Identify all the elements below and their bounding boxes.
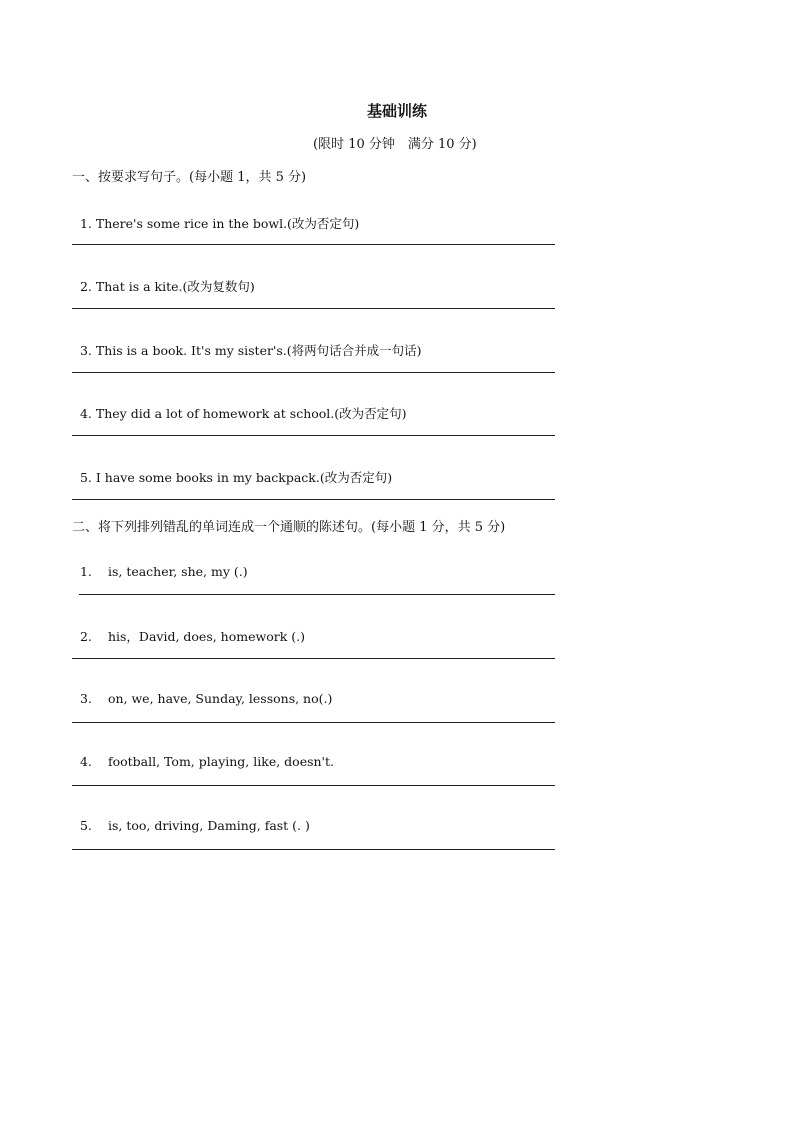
question-text: I have some books in my backpack.(改为否定句) [95,470,393,485]
answer-line[interactable] [72,308,555,309]
answer-line[interactable] [79,594,555,595]
answer-line[interactable] [72,785,555,786]
question-text: That is a kite.(改为复数句) [95,279,255,294]
question-number: 1. [79,216,92,231]
question-number: 3. [79,691,92,706]
page-title: 基础训练 [366,102,427,120]
question-number: 5. [79,818,92,833]
question-text: is, too, driving, Daming, fast (. ) [107,818,310,833]
answer-line[interactable] [72,658,555,659]
section-1-question-3 [72,326,422,359]
answer-line[interactable] [72,849,555,850]
answer-line[interactable] [72,722,555,723]
section-2-question-5 [72,803,310,833]
section-2-question-4 [72,739,334,769]
answer-line[interactable] [72,499,555,500]
question-text: on, we, have, Sunday, lessons, no(.) [107,691,333,706]
section-2-question-3 [72,676,332,706]
section-1-question-2 [72,262,255,295]
question-number: 4. [79,406,92,421]
question-number: 5. [79,470,92,485]
section-1-question-4 [72,389,407,422]
question-number: 1. [79,564,92,579]
question-number: 2. [79,629,92,644]
question-text: There's some rice in the bowl.(改为否定句) [95,216,360,231]
section-2-question-2 [72,612,305,645]
section-2-question-1 [72,549,248,579]
time-limit-subtitle: (限时 10 分钟 满分 10 分) [313,137,477,152]
question-number: 3. [79,343,92,358]
answer-line[interactable] [72,244,555,245]
question-number: 4. [79,754,92,769]
question-text: is, teacher, she, my (.) [107,564,248,579]
answer-line[interactable] [72,435,555,436]
section-1-question-1 [72,199,359,232]
question-number: 2. [79,279,92,294]
question-text: This is a book. It's my sister's.(将两句话合并成一句话) [95,343,422,358]
section-1-heading: 一、按要求写句子。(每小题 1，共 5 分) [72,170,307,185]
question-text: football, Tom, playing, like, doesn't. [107,754,334,769]
section-2-heading: 二、将下列排列错乱的单词连成一个通顺的陈述句。(每小题 1 分，共 5 分) [72,520,506,535]
question-text: his，David, does, homework (.) [107,629,305,644]
question-text: They did a lot of homework at school.(改为否定句) [95,406,407,421]
section-1-question-5 [72,453,392,486]
answer-line[interactable] [72,372,555,373]
